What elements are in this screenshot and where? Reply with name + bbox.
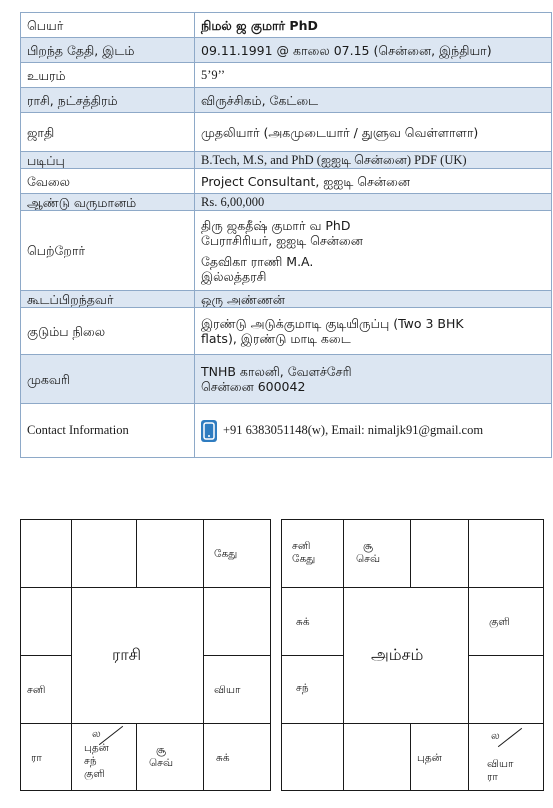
- amsam-cell-1-text: சனி கேது: [292, 540, 316, 565]
- bio-value-line: சென்னை 600042: [201, 379, 306, 394]
- bio-value: [195, 291, 552, 308]
- bio-value-text: நிமல் ஜ குமார் PhD: [201, 17, 318, 33]
- bio-value: [195, 211, 552, 291]
- bio-value: [195, 355, 552, 404]
- bio-row: [21, 211, 552, 291]
- bio-value-text: B.Tech, M.S, and PhD (ஐஐடி சென்னை) PDF (UK): [201, 152, 467, 167]
- amsam-cell-5: [281, 587, 344, 656]
- amsam-title: அம்சம்: [371, 645, 424, 664]
- amsam-chart: [281, 519, 544, 791]
- rasi-cell-9: [20, 655, 72, 724]
- bio-value: [195, 13, 552, 38]
- rasi-cell-2: [71, 519, 137, 588]
- lagna-slash: [498, 728, 522, 747]
- bio-row: [21, 169, 552, 194]
- bio-value-text: 5’9’’: [201, 67, 226, 82]
- bio-label: முகவரி: [21, 355, 195, 404]
- bio-value-line: flats), இரண்டு மாடி கடை: [201, 331, 351, 346]
- rasi-cell-8: [203, 587, 271, 656]
- rasi-center: [71, 587, 204, 724]
- bio-value: [195, 152, 552, 169]
- bio-label: படிப்பு: [21, 152, 195, 169]
- bio-value-line: இல்லத்தரசி: [201, 268, 267, 284]
- phone-icon: [201, 420, 217, 442]
- rasi-cell-16: [203, 723, 271, 791]
- amsam-lagna: ல: [491, 730, 500, 742]
- rasi-sukra: சுக்: [216, 752, 230, 764]
- bio-label: குடும்ப நிலை: [21, 308, 195, 355]
- biodata-table: [20, 12, 552, 458]
- amsam-cell-16: [468, 723, 544, 791]
- amsam-cell-15: [410, 723, 469, 791]
- rasi-sani: சனி: [27, 684, 46, 696]
- bio-value: [195, 194, 552, 211]
- bio-value-text: ஒரு அண்ணன்: [201, 291, 285, 307]
- bio-value: [195, 38, 552, 63]
- rasi-ra: ரா: [31, 752, 42, 764]
- amsam-cell-2: [343, 519, 411, 588]
- rasi-cell-14-text: புதன் சந் குளி: [84, 742, 109, 780]
- amsam-center: [343, 587, 469, 724]
- rasi-cell-13: [20, 723, 72, 791]
- amsam-cell-1: [281, 519, 344, 588]
- rasi-lagna: ல: [92, 728, 101, 740]
- bio-value: [195, 308, 552, 355]
- amsam-kuli: குளி: [489, 616, 510, 628]
- amsam-cell-16-text: வியா ரா: [487, 758, 514, 783]
- bio-value-text: Project Consultant, ஐஐடி சென்னை: [201, 173, 410, 189]
- bio-label: பெயர்: [21, 13, 195, 38]
- bio-row: [21, 13, 552, 38]
- bio-value-text: 09.11.1991 @ காலை 07.15 (சென்னை, இந்தியா): [201, 42, 492, 58]
- bio-value-text: Rs. 6,00,000: [201, 194, 265, 209]
- amsam-cell-8: [468, 587, 544, 656]
- bio-label: உயரம்: [21, 63, 195, 88]
- rasi-cell-14: [71, 723, 137, 791]
- rasi-cell-5: [20, 587, 72, 656]
- bio-label: ஆண்டு வருமானம்: [21, 194, 195, 211]
- bio-value: [195, 404, 552, 458]
- bio-value-line: தேவிகா ராணி M.A.: [201, 253, 314, 269]
- amsam-cell-14: [343, 723, 411, 791]
- rasi-viya: வியா: [214, 684, 241, 696]
- amsam-cell-2-text: சூ செவ்: [356, 540, 381, 565]
- rasi-ketu: கேது: [214, 548, 238, 560]
- bio-row: [21, 63, 552, 88]
- bio-row: [21, 152, 552, 169]
- bio-value-text: முதலியார் (அகமுடையார் / துளுவ வெள்ளாளா): [201, 124, 479, 140]
- rasi-title: ராசி: [112, 645, 142, 664]
- bio-value-line: பேராசிரியர், ஐஐடி சென்னை: [201, 232, 363, 248]
- amsam-cell-12: [468, 655, 544, 724]
- rasi-chart: [20, 519, 271, 791]
- rasi-cell-4: [203, 519, 271, 588]
- bio-value: [195, 63, 552, 88]
- bio-row: [21, 38, 552, 63]
- bio-value-line: திரு ஜகதீஷ் குமார் வ PhD: [201, 217, 351, 233]
- amsam-sukra: சுக்: [296, 616, 310, 628]
- bio-value: [195, 88, 552, 113]
- amsam-cell-3: [410, 519, 469, 588]
- bio-value-line: TNHB காலனி, வேளச்சேரி: [201, 364, 352, 379]
- bio-row: [21, 308, 552, 355]
- amsam-cell-13: [281, 723, 344, 791]
- bio-label: Contact Information: [21, 404, 195, 458]
- bio-row: [21, 291, 552, 308]
- bio-row: [21, 194, 552, 211]
- bio-label: வேலை: [21, 169, 195, 194]
- bio-label: கூடப்பிறந்தவர்: [21, 291, 195, 308]
- amsam-cell-9: [281, 655, 344, 724]
- rasi-cell-15-text: சூ செவ்: [149, 744, 174, 769]
- bio-label: பிறந்த தேதி, இடம்: [21, 38, 195, 63]
- bio-value-line: இரண்டு அடுக்குமாடி குடியிருப்பு (Two 3 BHK: [201, 316, 464, 331]
- bio-value-text: விருச்சிகம், கேட்டை: [201, 92, 319, 108]
- bio-row: [21, 113, 552, 152]
- rasi-cell-15: [136, 723, 204, 791]
- rasi-cell-3: [136, 519, 204, 588]
- bio-label: ராசி, நட்சத்திரம்: [21, 88, 195, 113]
- bio-label: ஜாதி: [21, 113, 195, 152]
- rasi-cell-12: [203, 655, 271, 724]
- rasi-cell-1: [20, 519, 72, 588]
- amsam-chandra: சந்: [296, 682, 309, 694]
- amsam-budhan: புதன்: [417, 752, 442, 764]
- amsam-cell-4: [468, 519, 544, 588]
- bio-label: பெற்றோர்: [21, 211, 195, 291]
- bio-row: [21, 355, 552, 404]
- bio-value: [195, 113, 552, 152]
- bio-row: [21, 404, 552, 458]
- bio-value: [195, 169, 552, 194]
- bio-row: [21, 88, 552, 113]
- bio-value-text: +91 6383051148(w), Email: nimaljk91@gmail.com: [223, 422, 484, 437]
